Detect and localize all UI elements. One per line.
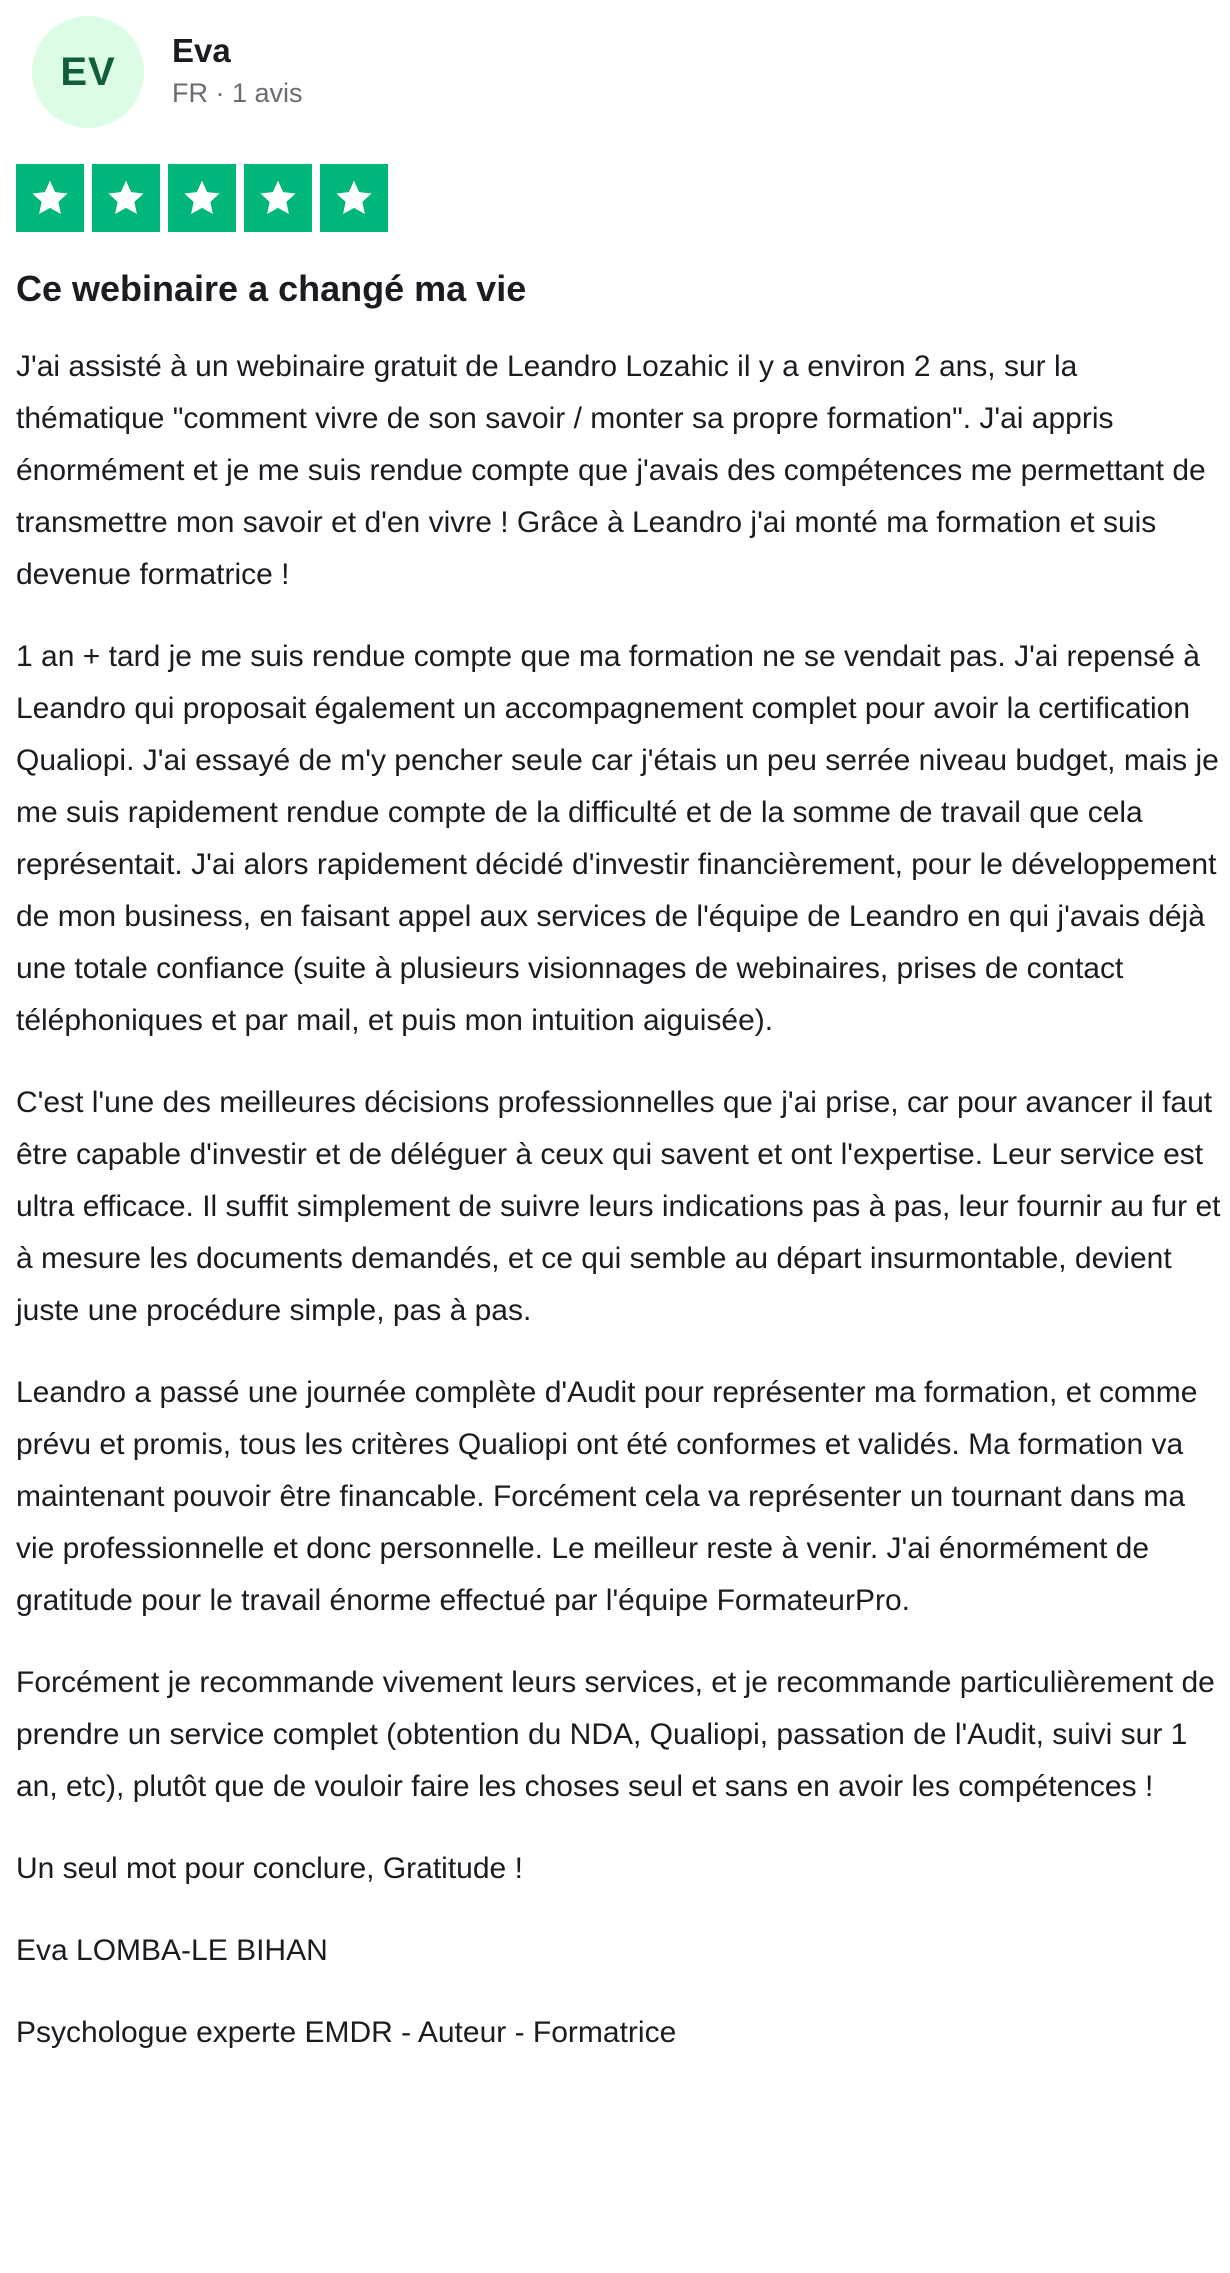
star-rating [16, 164, 388, 232]
review-conclusion: Un seul mot pour conclure, Gratitude ! [16, 1852, 523, 1885]
avatar[interactable]: EV [32, 16, 144, 128]
reviewer-meta: FR · 1 avis [172, 78, 303, 108]
star-icon [16, 164, 84, 232]
star-icon [244, 164, 312, 232]
reviewer-header [16, 0, 1214, 150]
review-paragraph: J'ai assisté à un webinaire gratuit de Leandro Lozahic il y a environ 2 ans, sur la thématique "comment vivre de son savoir / monter sa propre formation". J'ai appris énormément et je me suis rendue compte que j'avais des compétences me permettant de transmettre mon savoir et d'en vivre ! Grâce à Leandro j'ai monté ma formation et suis devenue formatrice ! [16, 350, 1206, 591]
review-paragraph: C'est l'une des meilleures décisions professionnelles que j'ai prise, car pour avancer il faut être capable d'investir et de déléguer à ceux qui savent et ont l'expertise. Leur service est ultra efficace. Il suffit simplement de suivre leurs indications pas à pas, leur fournir au fur et à mesure les documents demandés, et ce qui semble au départ insurmontable, devient juste une procédure simple, pas à pas. [16, 1086, 1221, 1327]
review-signature: Eva LOMBA-LE BIHAN [16, 1934, 328, 1967]
star-icon [320, 164, 388, 232]
review-body [16, 341, 1221, 2089]
review-paragraph: 1 an + tard je me suis rendue compte que ma formation ne se vendait pas. J'ai repensé à Leandro qui proposait également un accompagnement complet pour avoir la certification Qualiopi. J'ai essayé de m'y pencher seule car j'étais un peu serrée niveau budget, mais je me suis rapidement rendue compte de la difficulté et de la somme de travail que cela représentait. J'ai alors rapidement décidé d'investir financièrement, pour le développement de mon business, en faisant appel aux services de l'équipe de Leandro en qui j'avais déjà une totale confiance (suite à plusieurs visionnages de webinaires, prises de contact téléphoniques et par mail, et puis mon intuition aiguisée). [16, 640, 1219, 1037]
star-icon [168, 164, 236, 232]
review-title: Ce webinaire a changé ma vie [16, 268, 527, 309]
star-icon [92, 164, 160, 232]
review-signature-role: Psychologue experte EMDR - Auteur - Formatrice [16, 2016, 677, 2049]
reviewer-name[interactable]: Eva [172, 32, 231, 69]
review-paragraph: Leandro a passé une journée complète d'Audit pour représenter ma formation, et comme prévu et promis, tous les critères Qualiopi ont été conformes et validés. Ma formation va maintenant pouvoir être financable. Forcément cela va représenter un tournant dans ma vie professionnelle et donc personnelle. Le meilleur reste à venir. J'ai énormément de gratitude pour le travail énorme effectué par l'équipe FormateurPro. [16, 1376, 1198, 1617]
review-paragraph: Forcément je recommande vivement leurs services, et je recommande particulièrement de prendre un service complet (obtention du NDA, Qualiopi, passation de l'Audit, suivi sur 1 an, etc), plutôt que de vouloir faire les choses seul et sans en avoir les compétences ! [16, 1666, 1215, 1803]
